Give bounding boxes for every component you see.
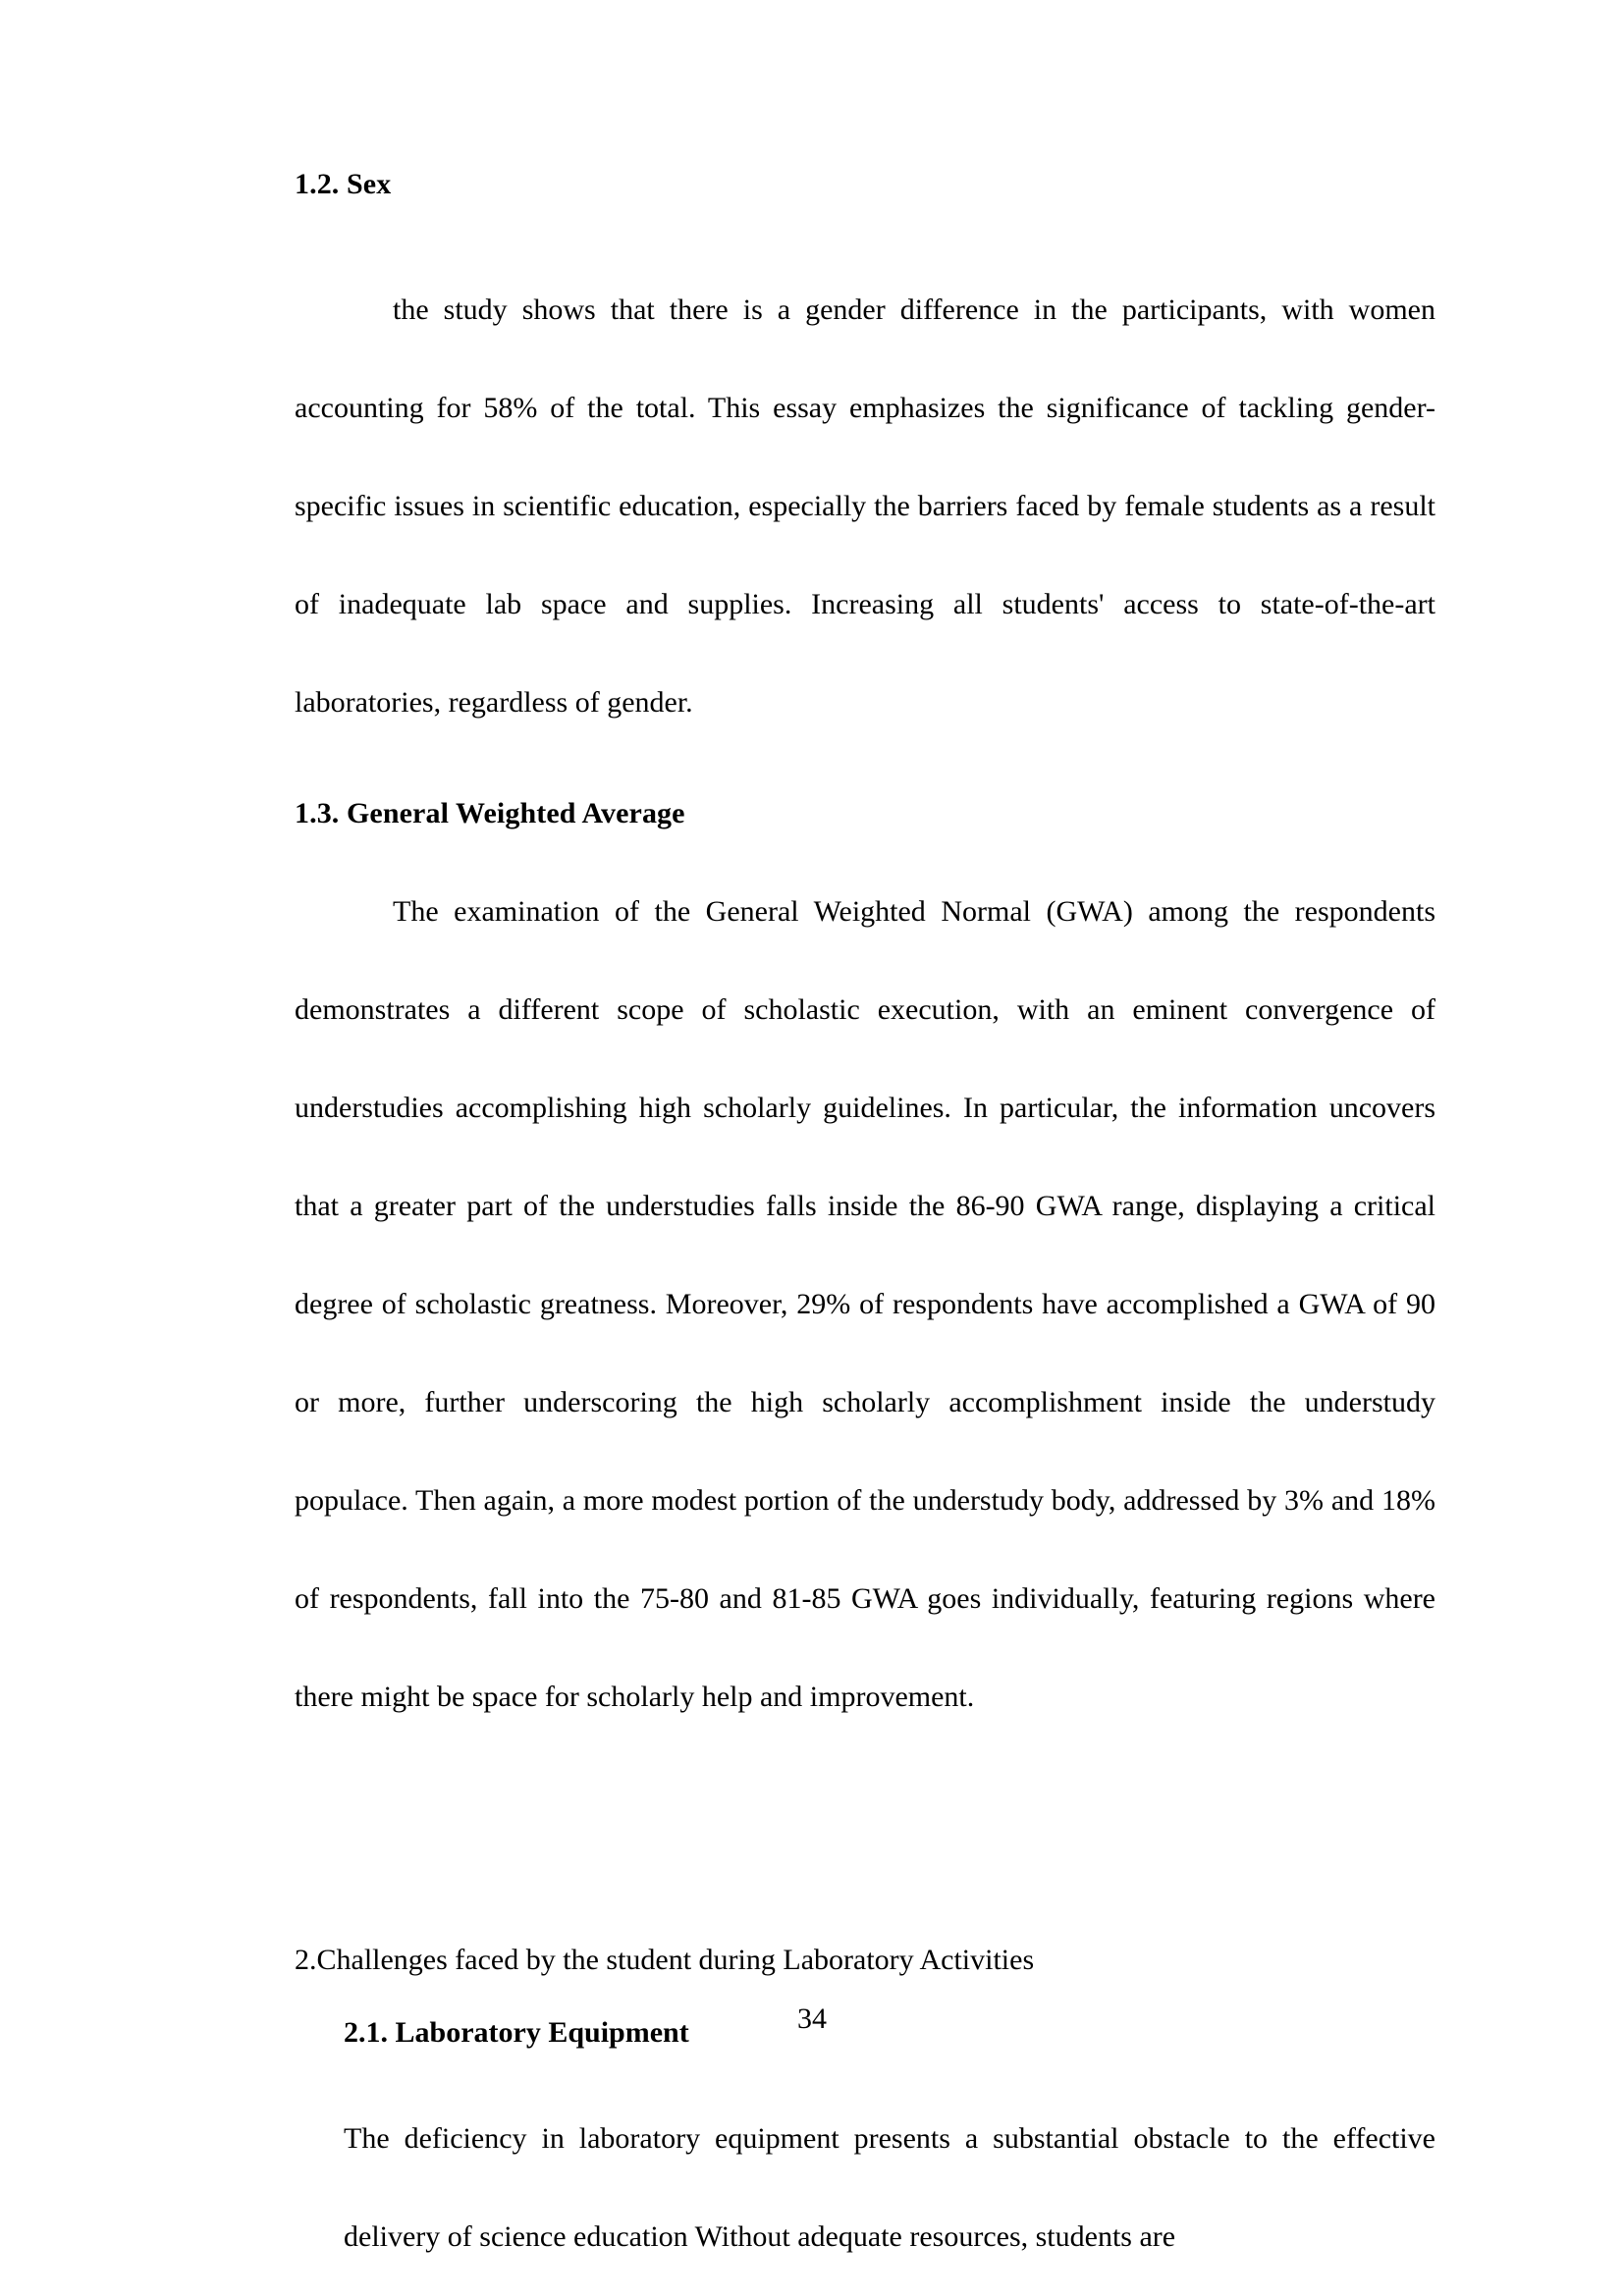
spacer xyxy=(295,831,1435,863)
paragraph-sex: the study shows that there is a gender difference in the participants, with women accounting for 58% of the total. This essay emphasizes the significance of tackling gender-specific issues in scientific education, especially the barriers faced by female students as a result of inadequate lab space and supplies. Increasing all students' access to state-of-the-art laboratories, regardless of gender. xyxy=(295,294,1435,719)
spacer xyxy=(295,2051,1435,2090)
paragraph-general-weighted-average: The examination of the General Weighted Normal (GWA) among the respondents demonstrates a different scope of scholastic execution, with an eminent convergence of understudies accomplishing high scholarly guidelines. In particular, the information uncovers that a greater part of the understudies falls inside the 86-90 GWA range, displaying a critical degree of scholastic greatness. Moreover, 29% of respondents have accomplished a GWA of 90 or more, further underscoring the high scholarly accomplishment inside the understudy populace. Then again, a more modest portion of the understudy body, addressed by 3% and 18% of respondents, fall into the 75-80 and 81-85 GWA goes individually, featuring regions where there might be space for scholarly help and improvement. xyxy=(295,895,1435,1713)
heading-2-challenges: 2.Challenges faced by the student during Laboratory Activities xyxy=(295,1944,1035,1976)
heading-1-3-general-weighted-average: 1.3. General Weighted Average xyxy=(295,797,685,829)
paragraph-laboratory-equipment: The deficiency in laboratory equipment presents a substantial obstacle to the effective delivery of science education Without adequate resources, students are xyxy=(344,2122,1435,2253)
heading-2-1-laboratory-equipment: 2.1. Laboratory Equipment xyxy=(344,2016,689,2049)
page-number: 34 xyxy=(797,2002,827,2035)
spacer xyxy=(295,752,1435,796)
page-content xyxy=(295,167,1435,2286)
spacer xyxy=(295,202,1435,261)
spacer xyxy=(295,1746,1435,1943)
heading-1-2-sex: 1.2. Sex xyxy=(295,168,392,200)
